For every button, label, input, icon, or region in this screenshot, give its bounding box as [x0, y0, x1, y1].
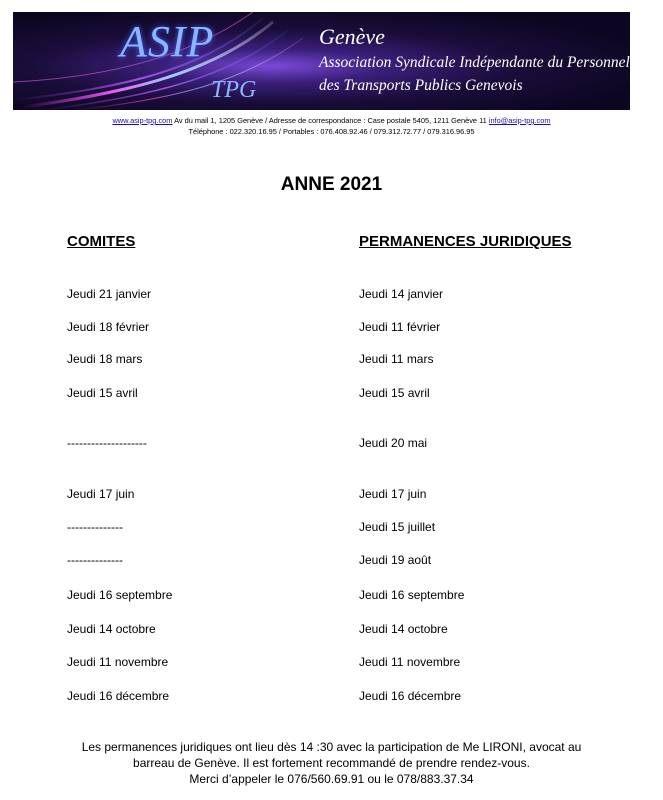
column-header-permanences: PERMANENCES JURIDIQUES [359, 233, 572, 250]
banner-city: Genève [319, 24, 385, 49]
email-link[interactable]: info@asip-tpg.com [488, 116, 551, 125]
permanence-date: Jeudi 11 février [359, 320, 441, 334]
permanence-date: Jeudi 14 octobre [359, 622, 448, 636]
footer-note-line-1: Les permanences juridiques ont lieu dès 14 :30 avec la participation de Me LIRONI, avocat au [81, 740, 582, 754]
permanence-date: Jeudi 20 mai [359, 436, 428, 450]
page-title: ANNE 2021 [280, 174, 383, 195]
column-header-comites: COMITES [67, 233, 136, 250]
permanence-date: Jeudi 11 novembre [359, 655, 461, 669]
contact-address-line [0, 116, 663, 125]
logo-asip: ASIP [120, 17, 215, 66]
banner-org-line-2: des Transports Publics Genevois [319, 77, 523, 94]
permanence-date: Jeudi 17 juin [359, 487, 427, 501]
permanence-date: Jeudi 14 janvier [359, 287, 444, 301]
comites-date: -------------- [67, 553, 123, 567]
postal-address: Av du mail 1, 1205 Genève / Adresse de correspondance : Case postale 5405, 1211 Genève 11 [172, 116, 489, 125]
comites-date: Jeudi 16 septembre [67, 588, 173, 602]
contact-phones: Téléphone : 022.320.16.95 / Portables : 076.408.92.46 / 079.312.72.77 / 079.316.96.95 [188, 127, 475, 136]
permanence-date: Jeudi 11 mars [359, 352, 434, 366]
comites-date: -------------- [67, 520, 123, 534]
website-link[interactable]: www.asip-tpg.com [112, 116, 173, 125]
footer-note-line-3: Merci d’appeler le 076/560.69.91 ou le 078/883.37.34 [189, 772, 474, 786]
comites-date: Jeudi 17 juin [67, 487, 135, 501]
permanence-date: Jeudi 16 décembre [359, 689, 462, 703]
comites-date: Jeudi 18 mars [67, 352, 143, 366]
permanence-date: Jeudi 15 juillet [359, 520, 436, 534]
logo-tpg: TPG [211, 77, 257, 103]
comites-date: Jeudi 16 décembre [67, 689, 170, 703]
permanence-date: Jeudi 19 août [359, 553, 432, 567]
comites-date: Jeudi 14 octobre [67, 622, 156, 636]
permanence-date: Jeudi 16 septembre [359, 588, 465, 602]
comites-date: Jeudi 15 avril [67, 386, 138, 400]
footer-note-line-2: barreau de Genève. Il est fortement recommandé de prendre rendez-vous. [133, 756, 530, 770]
comites-date: -------------------- [67, 436, 147, 450]
permanence-date: Jeudi 15 avril [359, 386, 430, 400]
comites-date: Jeudi 18 février [67, 320, 150, 334]
comites-date: Jeudi 21 janvier [67, 287, 152, 301]
header-banner [13, 12, 630, 110]
banner-org-line-1: Association Syndicale Indépendante du Personnel [319, 54, 630, 71]
comites-date: Jeudi 11 novembre [67, 655, 169, 669]
